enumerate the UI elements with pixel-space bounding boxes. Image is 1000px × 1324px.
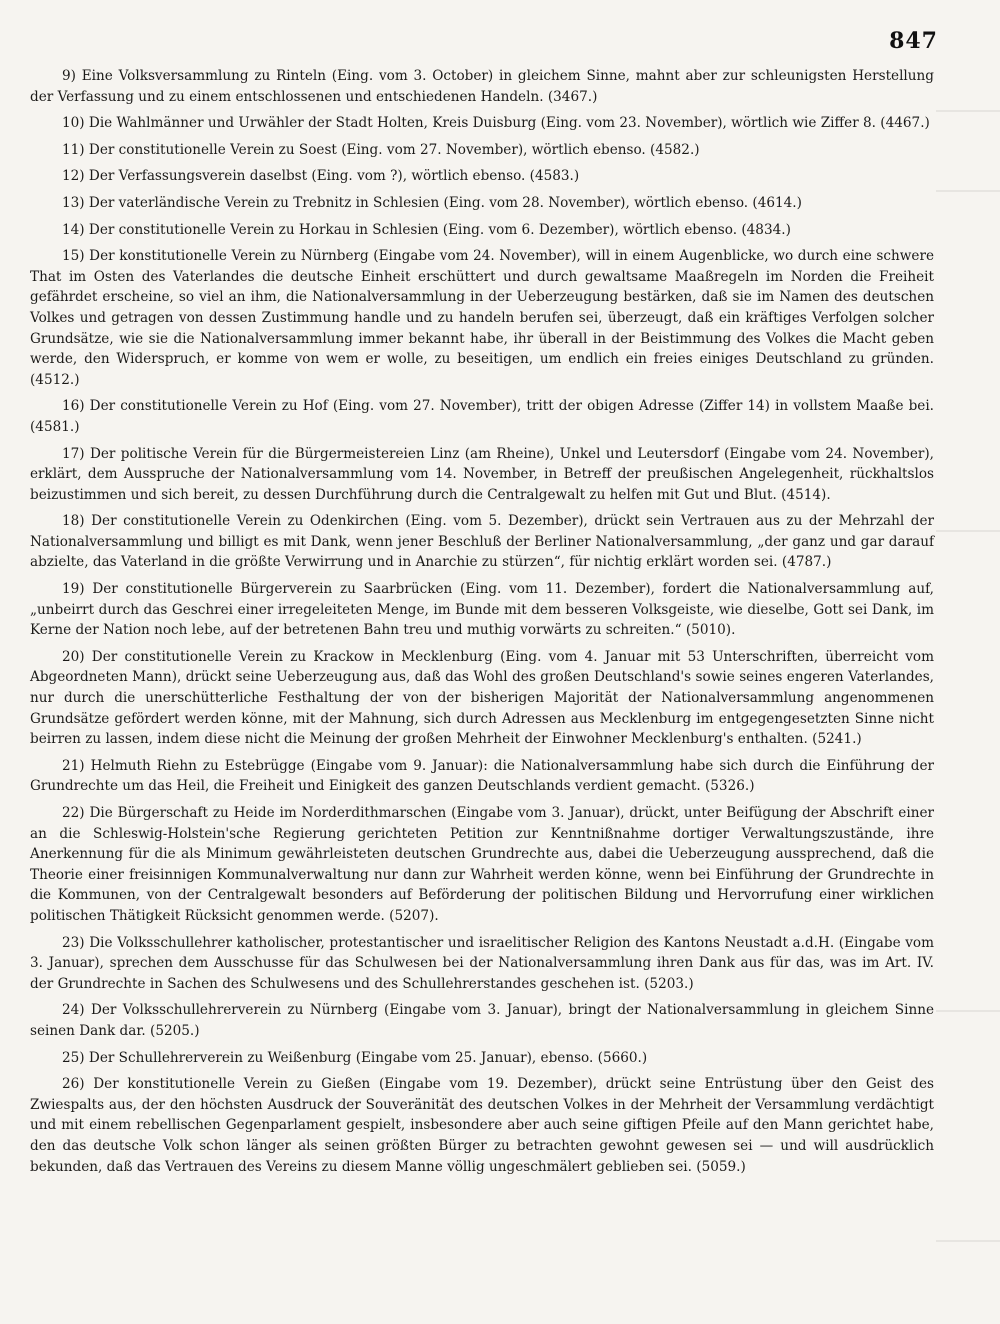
bleed-through-mark xyxy=(936,1010,1000,1012)
entry-14: 14) Der constitutionelle Verein zu Horkau in Schlesien (Eing. vom 6. Dezember), wörtlich ebenso. (4834.) xyxy=(62,221,791,238)
entry-25: 25) Der Schullehrerverein zu Weißenburg (Eingabe vom 25. Januar), ebenso. (5660.) xyxy=(62,1049,648,1066)
entry-19: 19) Der constitutionelle Bürgerverein zu Saarbrücken (Eing. vom 11. Dezember), fordert die Nationalversammlung auf, „unbeirrt durch das Geschrei einer irregeleiteten Menge, im Bunde mit dem besseren Volksgeiste, wie dieselbe, Gott sei Dank, im Kerne der Nation noch lebe, auf der betretenen Bahn treu und muthig vorwärts zu schreiten.“ (5010). xyxy=(30,581,934,639)
entry-11: 11) Der constitutionelle Verein zu Soest (Eing. vom 27. November), wörtlich ebenso. (4582.) xyxy=(62,141,700,158)
entry-18: 18) Der constitutionelle Verein zu Odenkirchen (Eing. vom 5. Dezember), drückt sein Vertrauen aus zu der Mehrzahl der Nationalversammlung und billigt es mit Dank, wenn jener Beschluß der Berliner Nationalversammlung, „der ganz und gar darauf abzielte, das Vaterland in die größte Verwirrung und in Anarchie zu stürzen“, für nichtig erklärt worden sei. (4787.) xyxy=(30,513,934,571)
entry-23: 23) Die Volksschullehrer katholischer, protestantischer und israelitischer Religion des Kantons Neustadt a.d.H. (Eingabe vom 3. Januar), sprechen dem Ausschusse für das Schulwesen bei der Nationalversammlung ihren Dank aus für das, was im Art. IV. der Grundrechte in Sachen des Schulwesens und des Schullehrerstandes geschehen ist. (5203.) xyxy=(30,934,934,992)
entry-13: 13) Der vaterländische Verein zu Trebnitz in Schlesien (Eing. vom 28. November), wörtlich ebenso. (4614.) xyxy=(62,194,802,211)
bleed-through-mark xyxy=(936,110,1000,112)
bleed-through-mark xyxy=(936,530,1000,532)
entry-16: 16) Der constitutionelle Verein zu Hof (Eing. vom 27. November), tritt der obigen Adresse (Ziffer 14) in vollstem Maaße bei. (4581.) xyxy=(30,398,934,435)
entry-9: 9) Eine Volksversammlung zu Rinteln (Eing. vom 3. October) in gleichem Sinne, mahnt aber zur schleunigsten Herstellung der Verfassung und zu einem entschlossenen und entschiedenen Handeln. (3467.) xyxy=(30,68,934,105)
entry-22: 22) Die Bürgerschaft zu Heide im Norderdithmarschen (Eingabe vom 3. Januar), drückt, unter Beifügung der Abschrift einer an die Schleswig-Holstein'sche Regierung gerichteten Petition zur Kenntnißnahme dortiger Verwaltungszustände, ihre Anerkennung für die als Minimum gewährleisteten deutschen Grundrechte aus, dabei die Ueberzeugung aussprechend, daß die Theorie einer freisinnigen Kommunalverwaltung nur dann zur Wahrheit werden könne, wenn bei Einführung der Grundrechte in die Kommunen, von der Centralgewalt besonders auf Beförderung der politischen Bildung und Hervorrufung einer wirklichen politischen Thätigkeit Rücksicht genommen werde. (5207). xyxy=(30,805,934,924)
entry-12: 12) Der Verfassungsverein daselbst (Eing. vom ?), wörtlich ebenso. (4583.) xyxy=(62,168,580,185)
entry-15: 15) Der konstitutionelle Verein zu Nürnberg (Eingabe vom 24. November), will in einem Augenblicke, wo durch eine schwere That im Osten des Vaterlandes die deutsche Einheit erschüttert und durch gewaltsame Maaßregeln im Norden die Freiheit gefährdet erscheine, so viel an ihm, die Nationalversammlung in der Ueberzeugung bestärken, daß sie im Namen des deutschen Volkes und getragen von dessen Zustimmung handle und zu handeln berufen sei, überzeugt, daß ein kräftiges Verfolgen solcher Grundsätze, wie sie die Nationalversammlung immer bekannt habe, ihr überall in der Beistimmung des Volkes die Macht geben werde, den Widerspruch, er komme von wem er wolle, zu beseitigen, um endlich ein freies einiges Deutschland zu gründen. (4512.) xyxy=(30,248,934,388)
entry-20: 20) Der constitutionelle Verein zu Krackow in Mecklenburg (Eing. vom 4. Januar mit 53 Unterschriften, überreicht vom Abgeordneten Mann), drückt seine Ueberzeugung aus, daß das Wohl des großen Deutschland's sowie seines engeren Vaterlandes, nur durch die unerschütterliche Festhaltung der von der bisherigen Majorität der Nationalversammlung angenommenen Grundsätze gefördert werden könne, mit der Mahnung, sich durch Adressen aus Mecklenburg im entgegengesetzten Sinne nicht beirren zu lassen, indem diese nicht die Meinung der großen Mehrheit der Einwohner Mecklenburg's enthalten. (5241.) xyxy=(30,648,934,748)
bleed-through-mark xyxy=(936,190,1000,192)
entry-24: 24) Der Volksschullehrerverein zu Nürnberg (Eingabe vom 3. Januar), bringt der Nationalversammlung in gleichem Sinne seinen Dank dar. (5205.) xyxy=(30,1002,934,1039)
entry-10: 10) Die Wahlmänner und Urwähler der Stadt Holten, Kreis Duisburg (Eing. vom 23. November), wörtlich wie Ziffer 8. (4467.) xyxy=(62,115,930,132)
text-column xyxy=(30,66,934,1183)
page-number: 847 xyxy=(889,28,938,54)
bleed-through-mark xyxy=(936,1240,1000,1242)
entry-21: 21) Helmuth Riehn zu Estebrügge (Eingabe vom 9. Januar): die Nationalversammlung habe sich durch die Einführung der Grundrechte um das Heil, die Freiheit und Einigkeit des ganzen Deutschlands verdient gemacht. (5326.) xyxy=(30,757,934,795)
entry-26: 26) Der konstitutionelle Verein zu Gießen (Eingabe vom 19. Dezember), drückt seine Entrüstung über den Geist des Zwiespalts aus, der den höchsten Ausdruck der Souveränität des deutschen Volkes in der Mehrheit der Versammlung verdächtigt und mit einem rebellischen Gegenparlament gespielt, insbesondere aber auch seine giftigen Pfeile auf den Mann gerichtet habe, den das deutsche Volk schon länger als seinen größten Bürger zu betrachten gewohnt gewesen sei — und will ausdrücklich bekunden, daß das Vertrauen des Vereins zu diesem Manne völlig ungeschmälert geblieben sei. (5059.) xyxy=(30,1076,934,1175)
entry-17: 17) Der politische Verein für die Bürgermeistereien Linz (am Rheine), Unkel und Leutersdorf (Eingabe vom 24. November), erklärt, dem Ausspruche der Nationalversammlung vom 14. November, in Betreff der preußischen Angelegenheit, rückhaltslos beizustimmen und sich bereit, zu dessen Durchführung durch die Centralgewalt zu helfen mit Gut und Blut. (4514). xyxy=(30,445,934,503)
